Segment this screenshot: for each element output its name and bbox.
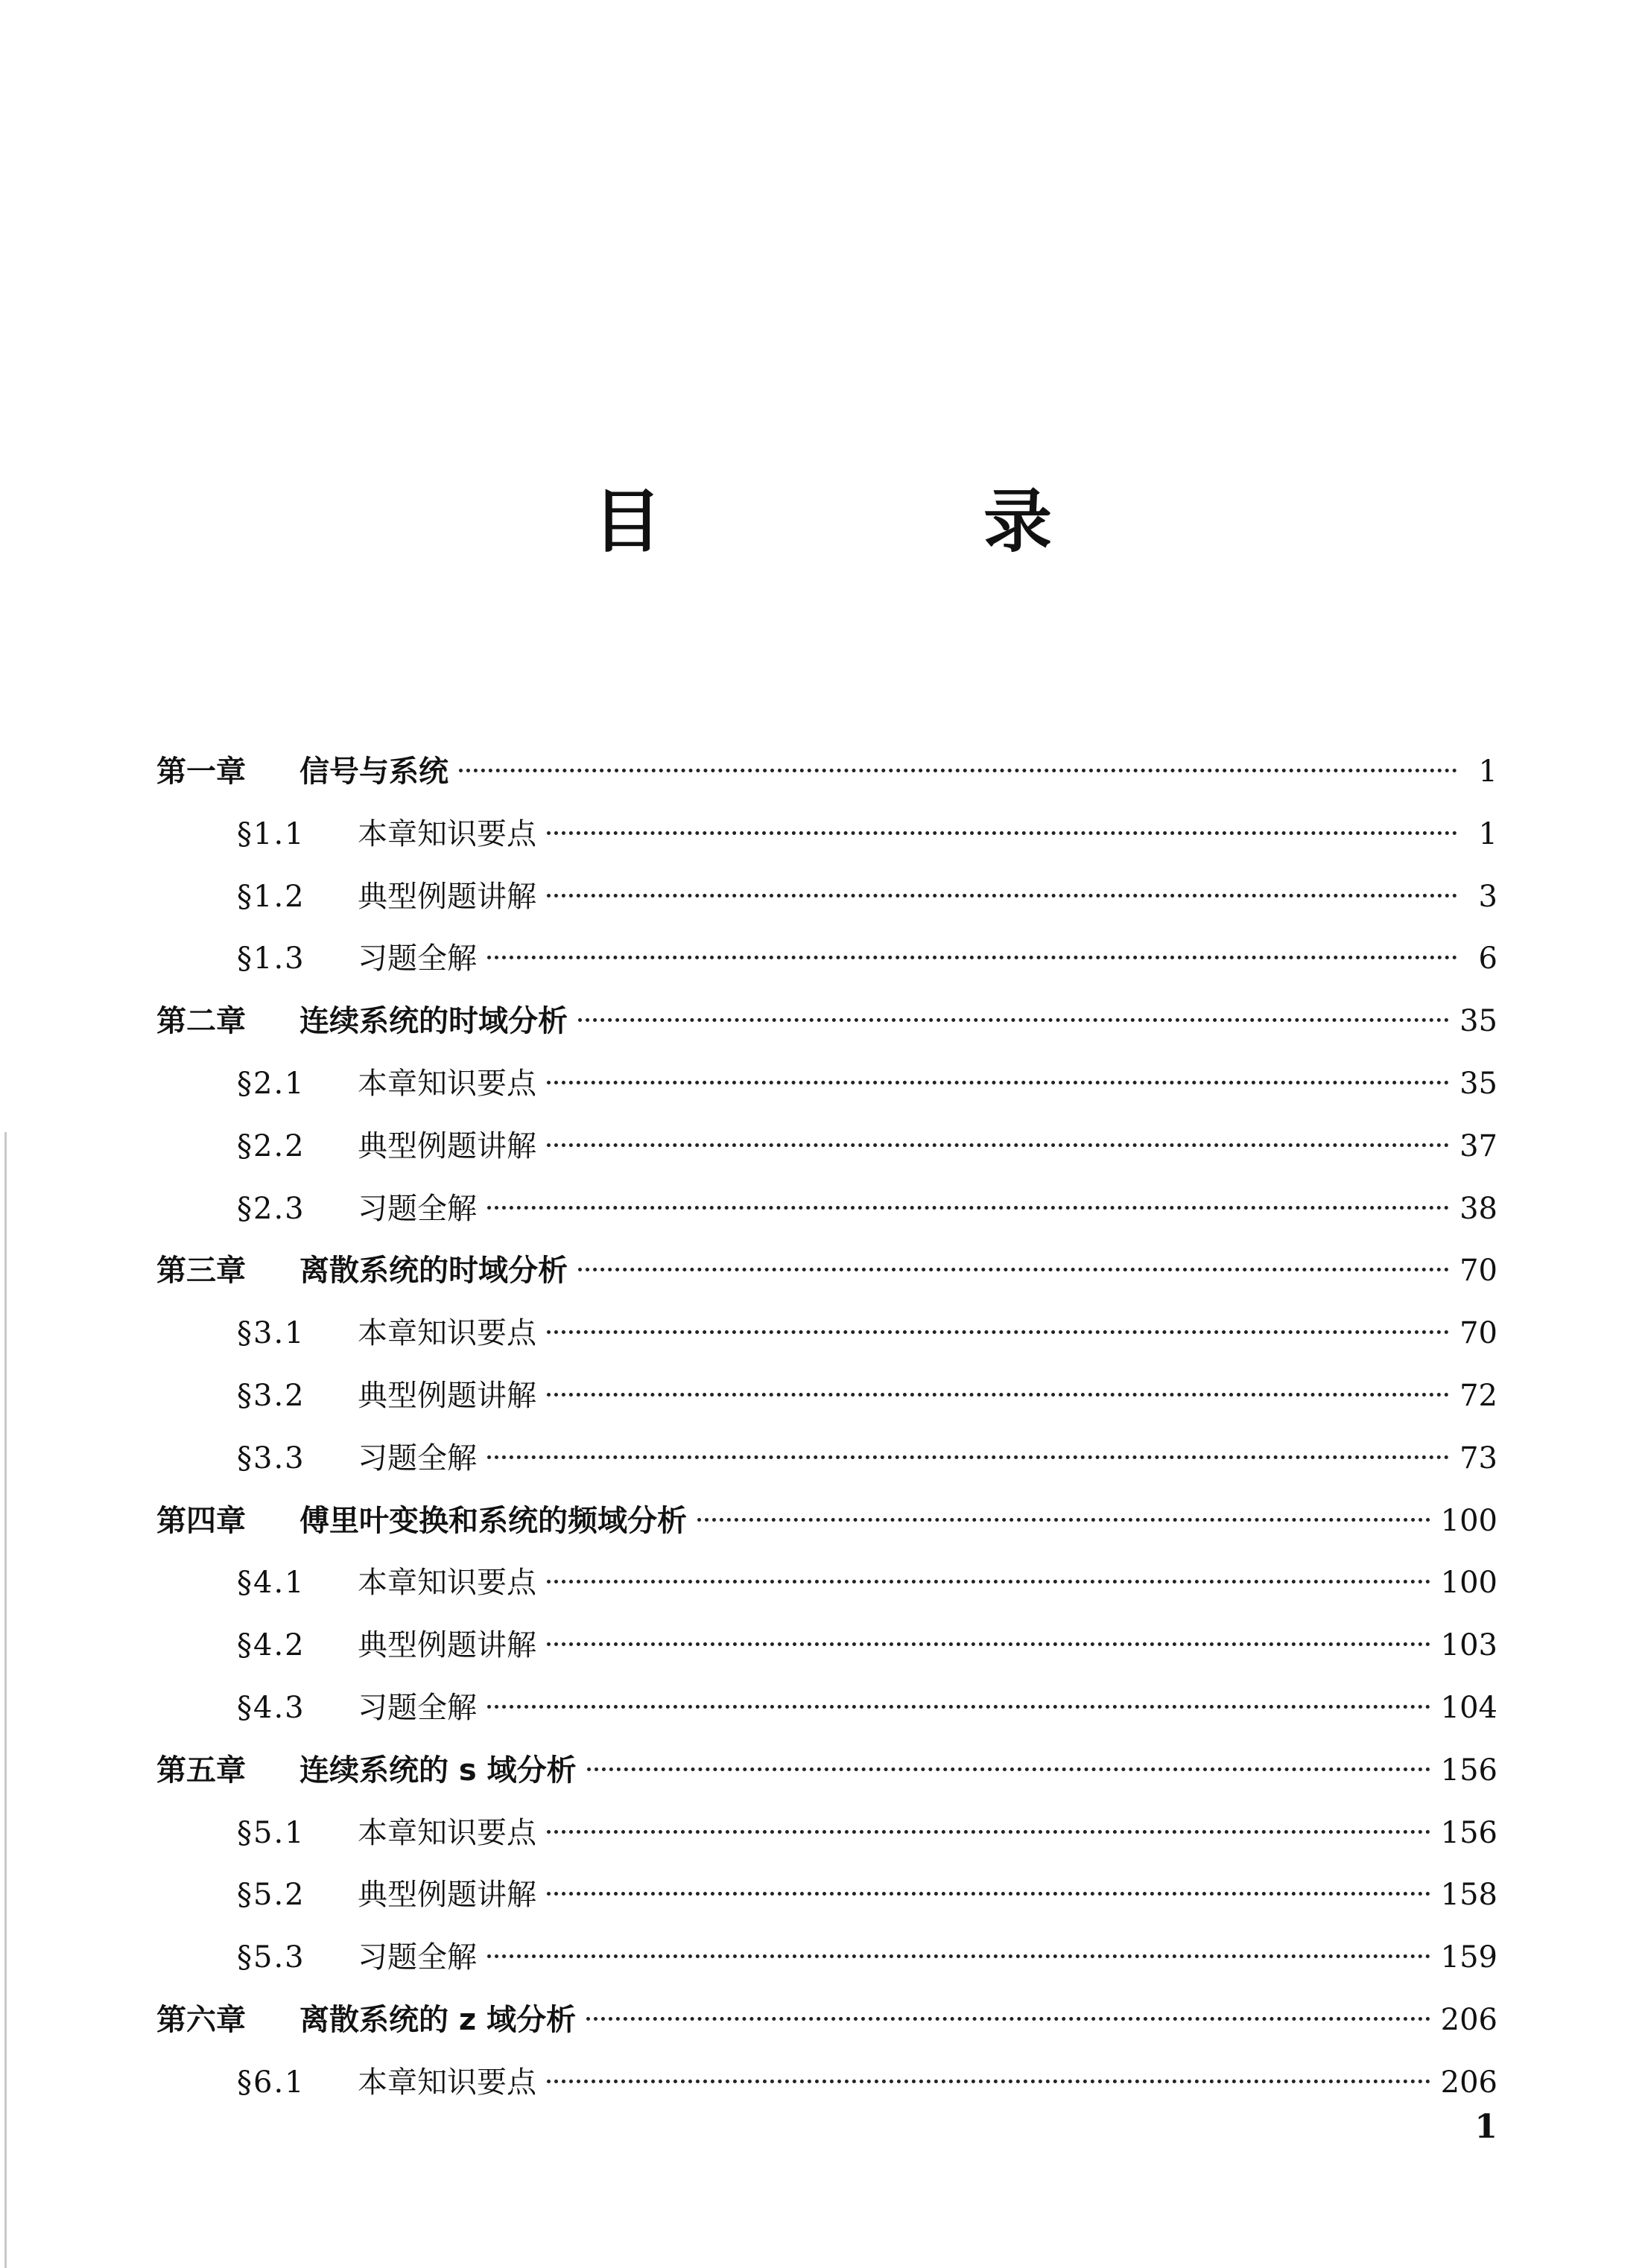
- section-title: 典型例题讲解: [358, 879, 536, 914]
- section-number: §6.1: [237, 2065, 305, 2100]
- section-number: §1.2: [237, 879, 305, 914]
- dot-leader: [547, 1642, 1430, 1646]
- toc-page-number: 70: [1459, 1316, 1497, 1351]
- dot-leader: [547, 831, 1457, 835]
- section-title: 习题全解: [358, 1940, 477, 1975]
- section-number: §2.2: [237, 1128, 305, 1163]
- dot-leader: [547, 1830, 1430, 1834]
- dot-leader: [547, 894, 1457, 898]
- dot-leader: [487, 1705, 1430, 1709]
- dot-leader: [547, 1892, 1430, 1896]
- chapter-number: 第五章: [156, 1753, 246, 1788]
- chapter-number: 第四章: [156, 1503, 246, 1538]
- section-number: §3.2: [237, 1378, 305, 1413]
- section-title: 本章知识要点: [358, 816, 536, 851]
- dot-leader: [459, 769, 1457, 772]
- dot-leader: [547, 1580, 1430, 1584]
- dot-leader: [487, 1206, 1449, 1210]
- section-title: 习题全解: [358, 1440, 477, 1476]
- dot-leader: [547, 2080, 1430, 2083]
- section-number: §3.1: [237, 1316, 305, 1351]
- toc-section-entry[interactable]: [156, 1053, 1497, 1116]
- dot-leader: [547, 1143, 1449, 1147]
- section-number: §3.3: [237, 1440, 305, 1476]
- dot-leader: [547, 1330, 1449, 1334]
- toc-section-entry[interactable]: [156, 1365, 1497, 1428]
- toc-section-entry[interactable]: [156, 1615, 1497, 1677]
- toc-section-entry[interactable]: [156, 1178, 1497, 1241]
- section-number: §4.2: [237, 1628, 305, 1663]
- toc-page-number: 206: [1440, 2065, 1497, 2100]
- chapter-number: 第一章: [156, 755, 246, 789]
- toc-page-number: 70: [1459, 1254, 1497, 1289]
- section-title: 本章知识要点: [358, 1815, 536, 1850]
- section-title: 本章知识要点: [358, 1066, 536, 1101]
- table-of-contents: [156, 741, 1497, 2115]
- toc-page-number: 1: [1478, 816, 1497, 851]
- toc-chapter-entry[interactable]: [156, 1240, 1497, 1303]
- section-title: 本章知识要点: [358, 1316, 536, 1351]
- chapter-number: 第三章: [156, 1254, 246, 1289]
- toc-section-entry[interactable]: [156, 1116, 1497, 1178]
- section-number: §5.3: [237, 1940, 305, 1975]
- section-number: §2.1: [237, 1066, 305, 1101]
- toc-chapter-entry[interactable]: [156, 741, 1497, 804]
- toc-page-number: 1: [1478, 755, 1497, 789]
- toc-section-entry[interactable]: [156, 2052, 1497, 2115]
- toc-page-number: 100: [1440, 1503, 1497, 1538]
- dot-leader: [487, 1455, 1449, 1459]
- section-number: §5.2: [237, 1878, 305, 1913]
- section-title: 典型例题讲解: [358, 1128, 536, 1163]
- toc-chapter-entry[interactable]: [156, 1740, 1497, 1802]
- section-title: 典型例题讲解: [358, 1878, 536, 1913]
- chapter-title: 傅里叶变换和系统的频域分析: [299, 1503, 687, 1538]
- toc-page-number: 103: [1440, 1628, 1497, 1663]
- toc-page-number: 104: [1440, 1690, 1497, 1725]
- toc-page-number: 35: [1459, 1066, 1497, 1101]
- chapter-title: 连续系统的时域分析: [299, 1004, 568, 1039]
- toc-section-entry[interactable]: [156, 1303, 1497, 1365]
- toc-page-number: 206: [1440, 2002, 1497, 2037]
- toc-page-number: 156: [1440, 1753, 1497, 1788]
- chapter-title: 信号与系统: [299, 755, 449, 789]
- dot-leader: [487, 956, 1457, 959]
- dot-leader: [587, 1767, 1430, 1771]
- toc-section-entry[interactable]: [156, 1802, 1497, 1865]
- section-title: 习题全解: [358, 1690, 477, 1725]
- section-title: 习题全解: [358, 941, 477, 976]
- toc-section-entry[interactable]: [156, 1927, 1497, 1989]
- toc-page-number: 72: [1459, 1378, 1497, 1413]
- dot-leader: [586, 2017, 1430, 2021]
- section-number: §4.1: [237, 1566, 305, 1601]
- toc-section-entry[interactable]: [156, 928, 1497, 991]
- toc-section-entry[interactable]: [156, 804, 1497, 866]
- dot-leader: [578, 1018, 1449, 1022]
- toc-page-number: 158: [1440, 1878, 1497, 1913]
- toc-page-number: 35: [1459, 1004, 1497, 1039]
- toc-page-number: 38: [1459, 1191, 1497, 1226]
- toc-page-number: 6: [1478, 941, 1497, 976]
- toc-chapter-entry[interactable]: [156, 1989, 1497, 2052]
- chapter-title: 离散系统的时域分析: [299, 1254, 568, 1289]
- toc-section-entry[interactable]: [156, 1677, 1497, 1740]
- section-number: §2.3: [237, 1191, 305, 1226]
- page-number: 1: [1474, 2108, 1497, 2146]
- section-title: 典型例题讲解: [358, 1628, 536, 1663]
- page-title: 目 录: [592, 482, 1179, 562]
- section-title: 典型例题讲解: [358, 1378, 536, 1413]
- toc-page-number: 37: [1459, 1128, 1497, 1163]
- toc-section-entry[interactable]: [156, 1428, 1497, 1490]
- dot-leader: [487, 1954, 1430, 1958]
- section-number: §1.3: [237, 941, 305, 976]
- chapter-title: 离散系统的 z 域分析: [299, 2002, 577, 2037]
- chapter-number: 第二章: [156, 1004, 246, 1039]
- section-number: §5.1: [237, 1815, 305, 1850]
- toc-chapter-entry[interactable]: [156, 1490, 1497, 1553]
- section-number: §4.3: [237, 1690, 305, 1725]
- toc-page-number: 159: [1440, 1940, 1497, 1975]
- toc-page-number: 73: [1459, 1440, 1497, 1476]
- toc-section-entry[interactable]: [156, 1552, 1497, 1615]
- section-number: §1.1: [237, 816, 305, 851]
- dot-leader: [697, 1518, 1430, 1522]
- toc-section-entry[interactable]: [156, 866, 1497, 929]
- dot-leader: [547, 1393, 1449, 1397]
- toc-page-number: 100: [1440, 1566, 1497, 1601]
- section-title: 本章知识要点: [358, 2065, 536, 2100]
- section-title: 本章知识要点: [358, 1566, 536, 1601]
- toc-page-number: 156: [1440, 1815, 1497, 1850]
- toc-chapter-entry[interactable]: [156, 991, 1497, 1053]
- dot-leader: [578, 1268, 1449, 1271]
- chapter-title: 连续系统的 s 域分析: [299, 1753, 577, 1788]
- scan-edge-line: [4, 1132, 7, 2268]
- section-title: 习题全解: [358, 1191, 477, 1226]
- toc-page-number: 3: [1478, 879, 1497, 914]
- toc-section-entry[interactable]: [156, 1864, 1497, 1927]
- chapter-number: 第六章: [156, 2002, 246, 2037]
- dot-leader: [547, 1081, 1449, 1084]
